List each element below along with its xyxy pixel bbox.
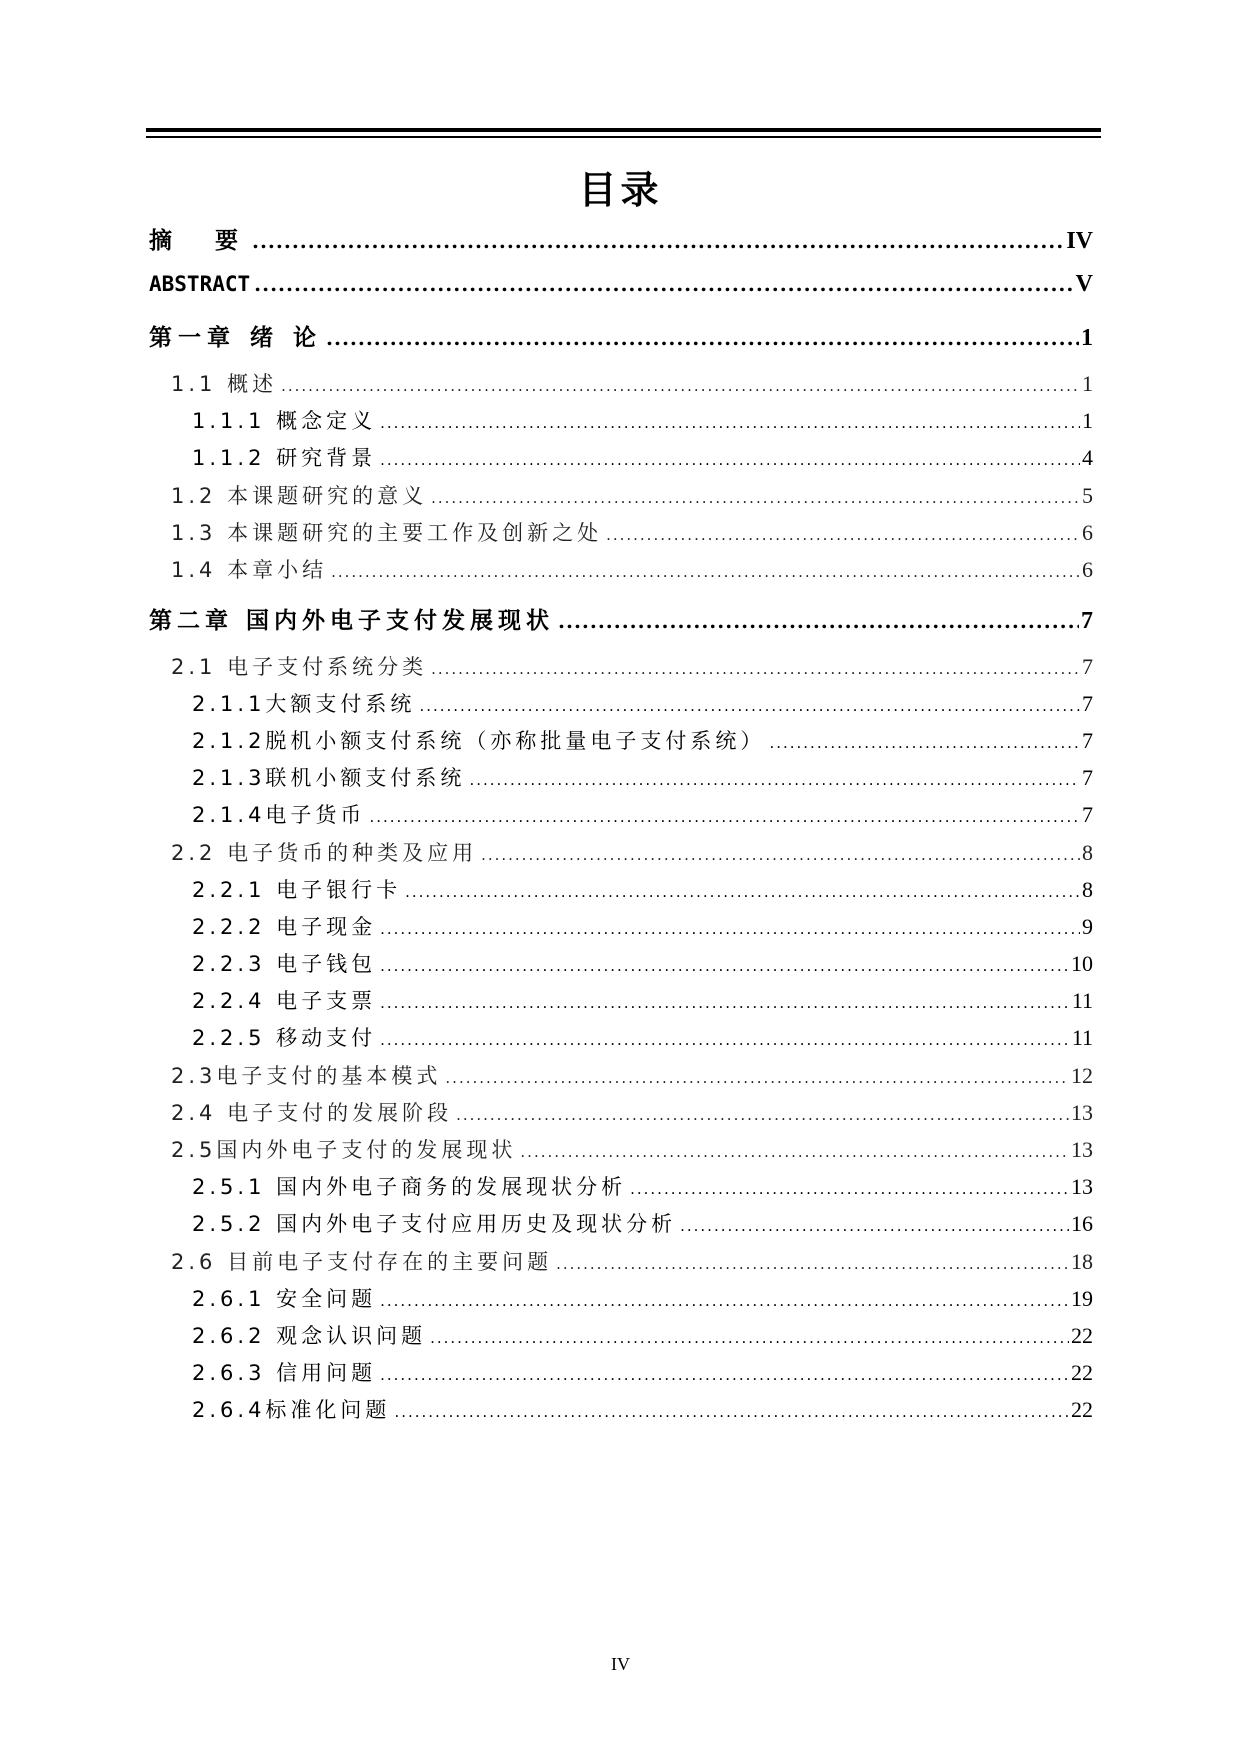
toc-leader-dots: [606, 526, 1080, 544]
toc-entry-2-5[interactable]: [171, 1134, 1093, 1164]
toc-entry-abstract-cn[interactable]: [149, 222, 1093, 255]
toc-entry-label: ABSTRACT: [149, 272, 251, 296]
toc-leader-dots: [445, 1069, 1069, 1087]
toc-entry-2-6-3[interactable]: [192, 1357, 1093, 1387]
toc-entry-label: 2.1.1大额支付系统: [192, 692, 416, 716]
top-rule-thick: [146, 128, 1101, 132]
toc-entry-2-2[interactable]: [171, 837, 1093, 867]
toc-entry-label: 1.1.1 概念定义: [192, 409, 377, 433]
toc-leader-dots: [380, 994, 1070, 1012]
toc-leader-dots: [254, 272, 1074, 296]
toc-leader-dots: [558, 609, 1079, 633]
toc-entry-page: 13: [1071, 1174, 1093, 1199]
toc-entry-label: 2.5.1 国内外电子商务的发展现状分析: [192, 1175, 627, 1199]
toc-entry-chapter-1[interactable]: [149, 319, 1093, 352]
toc-entry-2-6-4[interactable]: [192, 1394, 1093, 1424]
toc-entry-page: 8: [1082, 840, 1093, 865]
toc-entry-page: 1: [1082, 408, 1093, 433]
toc-entry-label: 1.1.2 研究背景: [192, 446, 377, 470]
toc-leader-dots: [556, 1255, 1069, 1273]
toc-entry-2-1-2[interactable]: [192, 725, 1093, 755]
toc-leader-dots: [469, 771, 1080, 789]
toc-entry-2-2-1[interactable]: [192, 874, 1093, 904]
toc-entry-label: 2.5国内外电子支付的发展现状: [171, 1138, 517, 1162]
toc-entry-label: 2.6.4标准化问题: [192, 1398, 391, 1422]
toc-leader-dots: [380, 451, 1080, 469]
toc-entry-page: 13: [1071, 1137, 1093, 1162]
toc-entry-chapter-2[interactable]: [149, 602, 1093, 635]
toc-leader-dots: [380, 957, 1069, 975]
toc-entry-page: 4: [1082, 445, 1093, 470]
toc-entry-page: 19: [1071, 1286, 1093, 1311]
toc-entry-page: 7: [1082, 765, 1093, 790]
toc-entry-label: 第二章 国内外电子支付发展现状: [149, 608, 555, 634]
toc-entry-2-1-1[interactable]: [192, 688, 1093, 718]
toc-entry-page: 11: [1071, 988, 1093, 1013]
toc-entry-page: IV: [1066, 228, 1093, 254]
toc-leader-dots: [281, 377, 1080, 395]
toc-entry-2-3[interactable]: [171, 1060, 1093, 1090]
toc-entry-page: 22: [1071, 1360, 1093, 1385]
toc-leader-dots: [380, 920, 1080, 938]
toc-entry-2-5-2[interactable]: [192, 1208, 1093, 1238]
toc-entry-page: 10: [1071, 951, 1093, 976]
toc-leader-dots: [769, 734, 1080, 752]
toc-leader-dots: [630, 1180, 1069, 1198]
toc-entry-page: 1: [1082, 371, 1093, 396]
toc-entry-page: 18: [1071, 1249, 1093, 1274]
toc-entry-1-2[interactable]: [171, 480, 1093, 510]
toc-entry-2-6-1[interactable]: [192, 1283, 1093, 1313]
toc-leader-dots: [481, 846, 1080, 864]
toc-entry-1-4[interactable]: [171, 554, 1093, 584]
toc-entry-page: V: [1075, 271, 1093, 297]
toc-leader-dots: [380, 414, 1080, 432]
toc-entry-label: 2.1.3联机小额支付系统: [192, 766, 466, 790]
page-title: 目录: [578, 168, 663, 212]
toc-entry-label: 2.2.4 电子支票: [192, 989, 377, 1013]
toc-leader-dots: [405, 883, 1080, 901]
toc-entry-2-2-3[interactable]: [192, 948, 1093, 978]
toc-leader-dots: [369, 808, 1080, 826]
toc-entry-1-1[interactable]: [171, 368, 1093, 398]
toc-entry-label: 2.2 电子货币的种类及应用: [171, 841, 478, 865]
top-rule-thin: [146, 136, 1101, 138]
toc-entry-page: 22: [1071, 1397, 1093, 1422]
toc-entry-page: 16: [1071, 1211, 1093, 1236]
toc-entry-label: 1.4 本章小结: [171, 558, 328, 582]
toc-entry-2-5-1[interactable]: [192, 1171, 1093, 1201]
toc-leader-dots: [380, 1292, 1069, 1310]
toc-leader-dots: [431, 489, 1080, 507]
toc-entry-1-1-2[interactable]: [192, 442, 1093, 472]
toc-entry-page: 8: [1082, 877, 1093, 902]
toc-leader-dots: [431, 660, 1080, 678]
toc-entry-label: 2.3电子支付的基本模式: [171, 1064, 442, 1088]
toc-entry-label: 2.1.2脱机小额支付系统（亦称批量电子支付系统）: [192, 729, 766, 753]
toc-entry-page: 12: [1071, 1063, 1093, 1088]
toc-entry-2-2-5[interactable]: [192, 1022, 1093, 1052]
toc-entry-label: 摘 要: [149, 228, 248, 254]
toc-entry-page: 7: [1082, 728, 1093, 753]
toc-leader-dots: [331, 563, 1080, 581]
toc-entry-page: 7: [1081, 608, 1093, 634]
toc-entry-2-2-2[interactable]: [192, 911, 1093, 941]
toc-entry-label: 2.6.3 信用问题: [192, 1361, 377, 1385]
toc-leader-dots: [419, 697, 1080, 715]
page-number-footer: IV: [611, 1654, 630, 1674]
toc-entry-label: 2.2.1 电子银行卡: [192, 878, 402, 902]
toc-entry-page: 5: [1082, 483, 1093, 508]
toc-entry-label: 1.1 概述: [171, 372, 278, 396]
toc-leader-dots: [252, 229, 1064, 253]
toc-entry-label: 2.2.2 电子现金: [192, 915, 377, 939]
toc-entry-label: 第一章 绪 论: [149, 325, 323, 351]
toc-entry-2-6-2[interactable]: [192, 1320, 1093, 1350]
toc-entry-page: 6: [1082, 520, 1093, 545]
toc-leader-dots: [380, 1366, 1069, 1384]
toc-entry-1-3[interactable]: [171, 517, 1093, 547]
toc-entry-page: 11: [1071, 1025, 1093, 1050]
toc-entry-label: 2.6.2 观念认识问题: [192, 1324, 427, 1348]
toc-entry-label: 2.1 电子支付系统分类: [171, 655, 428, 679]
toc-entry-1-1-1[interactable]: [192, 405, 1093, 435]
toc-entry-2-1-3[interactable]: [192, 762, 1093, 792]
toc-entry-page: 6: [1082, 557, 1093, 582]
toc-entry-label: 1.3 本课题研究的主要工作及创新之处: [171, 521, 603, 545]
toc-leader-dots: [520, 1143, 1069, 1161]
toc-entry-2-4[interactable]: [171, 1097, 1093, 1127]
toc-leader-dots: [680, 1217, 1069, 1235]
toc-entry-label: 2.6 目前电子支付存在的主要问题: [171, 1250, 553, 1274]
toc-entry-2-2-4[interactable]: [192, 985, 1093, 1015]
toc-entry-page: 7: [1082, 802, 1093, 827]
toc-entry-page: 1: [1081, 325, 1093, 351]
toc-entry-2-1-4[interactable]: [192, 799, 1093, 829]
toc-entry-label: 1.2 本课题研究的意义: [171, 484, 428, 508]
toc-leader-dots: [430, 1329, 1069, 1347]
toc-entry-label: 2.5.2 国内外电子支付应用历史及现状分析: [192, 1212, 677, 1236]
toc-leader-dots: [380, 1031, 1070, 1049]
toc-entry-page: 9: [1082, 914, 1093, 939]
toc-entry-page: 22: [1071, 1323, 1093, 1348]
toc-entry-page: 7: [1082, 691, 1093, 716]
toc-entry-label: 2.1.4电子货币: [192, 803, 366, 827]
toc-entry-abstract-en[interactable]: [149, 271, 1093, 298]
toc-entry-label: 2.4 电子支付的发展阶段: [171, 1101, 453, 1125]
toc-leader-dots: [456, 1106, 1069, 1124]
toc-entry-page: 7: [1082, 654, 1093, 679]
toc-entry-label: 2.2.3 电子钱包: [192, 952, 377, 976]
toc-leader-dots: [326, 326, 1079, 350]
toc-entry-label: 2.6.1 安全问题: [192, 1287, 377, 1311]
toc-leader-dots: [394, 1403, 1069, 1421]
toc-entry-label: 2.2.5 移动支付: [192, 1026, 377, 1050]
toc-entry-page: 13: [1071, 1100, 1093, 1125]
toc-entry-2-1[interactable]: [171, 651, 1093, 681]
toc-entry-2-6[interactable]: [171, 1246, 1093, 1276]
